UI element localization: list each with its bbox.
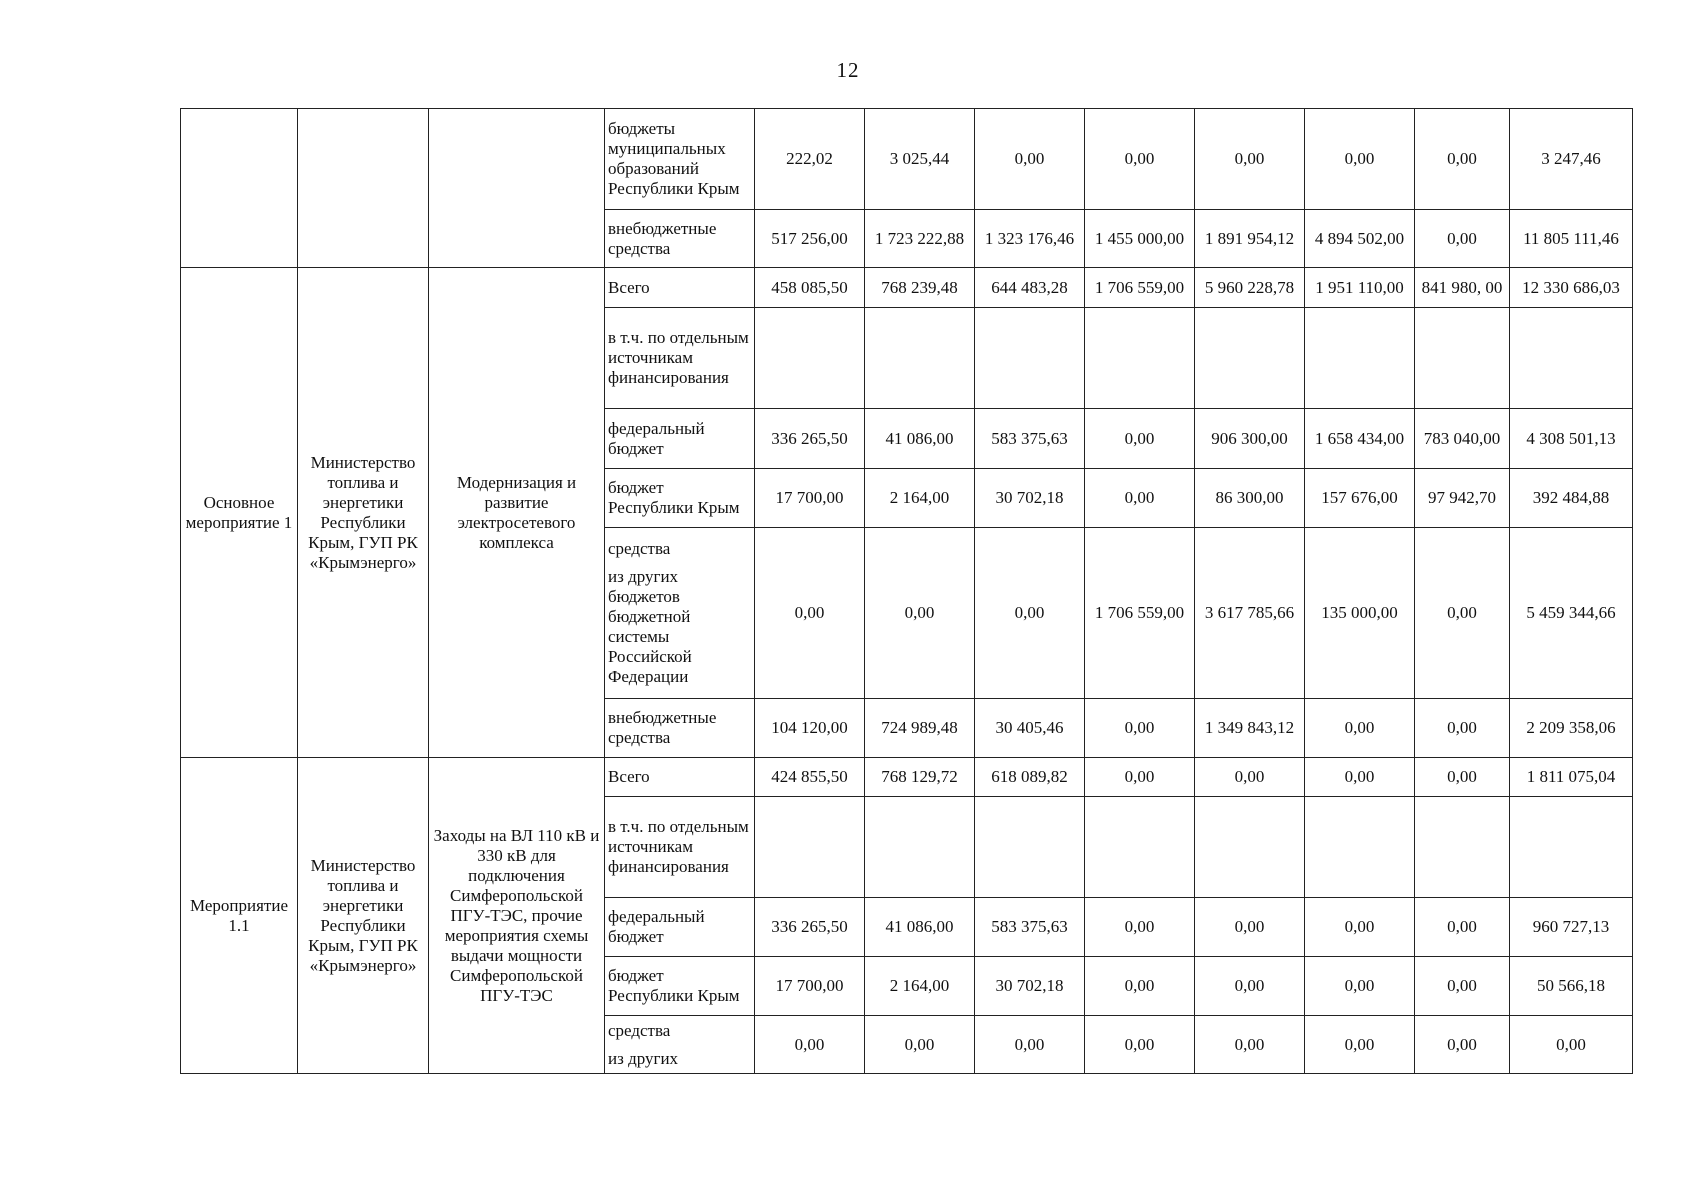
value-cell: 0,00 <box>1195 898 1305 957</box>
value-cell: 86 300,00 <box>1195 469 1305 528</box>
value-cell: 41 086,00 <box>865 898 975 957</box>
value-cell: 0,00 <box>865 528 975 699</box>
value-cell: 0,00 <box>1305 699 1415 758</box>
total-cell: 960 727,13 <box>1510 898 1633 957</box>
value-cell <box>1415 308 1510 409</box>
value-cell: 3 025,44 <box>865 109 975 210</box>
value-cell: 0,00 <box>1195 957 1305 1016</box>
value-cell: 0,00 <box>1415 758 1510 797</box>
executor-cell: Министерство топлива и энергетики Республики Крым, ГУП РК «Крымэнерго» <box>298 758 429 1074</box>
value-cell: 0,00 <box>1085 957 1195 1016</box>
funding-source-label: бюджет Республики Крым <box>605 469 755 528</box>
funding-source-label: внебюджетные средства <box>605 210 755 268</box>
value-cell: 0,00 <box>1085 409 1195 469</box>
funding-source-label: в т.ч. по отдельным источникам финансирования <box>605 797 755 898</box>
value-cell: 17 700,00 <box>755 957 865 1016</box>
value-cell: 724 989,48 <box>865 699 975 758</box>
value-cell: 30 702,18 <box>975 469 1085 528</box>
total-cell <box>1510 797 1633 898</box>
total-cell: 1 811 075,04 <box>1510 758 1633 797</box>
value-cell: 0,00 <box>1415 210 1510 268</box>
value-cell: 2 164,00 <box>865 957 975 1016</box>
value-cell: 0,00 <box>755 528 865 699</box>
value-cell <box>975 797 1085 898</box>
value-cell: 4 894 502,00 <box>1305 210 1415 268</box>
value-cell: 0,00 <box>975 1016 1085 1074</box>
value-cell: 2 164,00 <box>865 469 975 528</box>
funding-source-label: федеральный бюджет <box>605 898 755 957</box>
funding-source-label: Всего <box>605 758 755 797</box>
total-cell: 4 308 501,13 <box>1510 409 1633 469</box>
value-cell: 0,00 <box>1195 758 1305 797</box>
value-cell: 157 676,00 <box>1305 469 1415 528</box>
event-name-cell: Заходы на ВЛ 110 кВ и 330 кВ для подключения Симферопольской ПГУ-ТЭС, прочие мероприятия схемы выдачи мощности Симферопольской ПГУ-ТЭС <box>429 758 605 1074</box>
value-cell: 583 375,63 <box>975 409 1085 469</box>
value-cell: 1 891 954,12 <box>1195 210 1305 268</box>
event-name-cell <box>429 109 605 268</box>
value-cell: 0,00 <box>1305 758 1415 797</box>
total-cell: 3 247,46 <box>1510 109 1633 210</box>
value-cell: 41 086,00 <box>865 409 975 469</box>
funding-source-label: бюджеты муниципальных образований Республики Крым <box>605 109 755 210</box>
total-cell: 5 459 344,66 <box>1510 528 1633 699</box>
event-name-cell: Модернизация и развитие электросетевого комплекса <box>429 268 605 758</box>
funding-source-label <box>605 1016 755 1074</box>
value-cell: 0,00 <box>1415 1016 1510 1074</box>
value-cell: 30 702,18 <box>975 957 1085 1016</box>
value-cell: 104 120,00 <box>755 699 865 758</box>
value-cell: 0,00 <box>975 528 1085 699</box>
value-cell: 0,00 <box>1415 957 1510 1016</box>
value-cell: 0,00 <box>1415 898 1510 957</box>
event-label-cell: Мероприятие 1.1 <box>181 758 298 1074</box>
value-cell: 0,00 <box>1195 109 1305 210</box>
value-cell: 644 483,28 <box>975 268 1085 308</box>
table-row <box>181 758 1633 797</box>
funding-source-top: средства <box>608 539 671 558</box>
value-cell: 841 980, 00 <box>1415 268 1510 308</box>
value-cell: 424 855,50 <box>755 758 865 797</box>
value-cell: 0,00 <box>1415 109 1510 210</box>
funding-source-label <box>605 528 755 699</box>
value-cell <box>975 308 1085 409</box>
value-cell <box>1085 797 1195 898</box>
value-cell: 0,00 <box>1195 1016 1305 1074</box>
value-cell: 336 265,50 <box>755 409 865 469</box>
value-cell: 783 040,00 <box>1415 409 1510 469</box>
funding-source-rest: из других <box>608 1048 679 1068</box>
funding-source-label: федеральный бюджет <box>605 409 755 469</box>
value-cell: 1 349 843,12 <box>1195 699 1305 758</box>
value-cell <box>1195 797 1305 898</box>
value-cell: 1 706 559,00 <box>1085 268 1195 308</box>
funding-source-label: в т.ч. по отдельным источникам финансирования <box>605 308 755 409</box>
value-cell: 1 951 110,00 <box>1305 268 1415 308</box>
value-cell: 0,00 <box>1305 1016 1415 1074</box>
value-cell: 3 617 785,66 <box>1195 528 1305 699</box>
value-cell: 768 239,48 <box>865 268 975 308</box>
value-cell: 135 000,00 <box>1305 528 1415 699</box>
executor-cell: Министерство топлива и энергетики Республики Крым, ГУП РК «Крымэнерго» <box>298 268 429 758</box>
total-cell <box>1510 308 1633 409</box>
table-row <box>181 268 1633 308</box>
value-cell: 1 723 222,88 <box>865 210 975 268</box>
value-cell: 0,00 <box>1085 1016 1195 1074</box>
value-cell <box>1305 797 1415 898</box>
event-label-cell <box>181 109 298 268</box>
funding-source-rest: из других бюджетов бюджетной системы Российской Федерации <box>608 567 692 686</box>
value-cell: 17 700,00 <box>755 469 865 528</box>
value-cell: 336 265,50 <box>755 898 865 957</box>
value-cell <box>755 308 865 409</box>
value-cell: 0,00 <box>1085 699 1195 758</box>
value-cell: 0,00 <box>1305 898 1415 957</box>
value-cell: 1 323 176,46 <box>975 210 1085 268</box>
value-cell: 0,00 <box>755 1016 865 1074</box>
funding-source-label: внебюджетные средства <box>605 699 755 758</box>
value-cell: 1 706 559,00 <box>1085 528 1195 699</box>
value-cell: 0,00 <box>1305 109 1415 210</box>
total-cell: 2 209 358,06 <box>1510 699 1633 758</box>
value-cell: 906 300,00 <box>1195 409 1305 469</box>
value-cell: 0,00 <box>1415 528 1510 699</box>
value-cell: 0,00 <box>1085 469 1195 528</box>
value-cell: 0,00 <box>1305 957 1415 1016</box>
value-cell: 0,00 <box>1085 109 1195 210</box>
value-cell <box>1415 797 1510 898</box>
total-cell: 12 330 686,03 <box>1510 268 1633 308</box>
funding-source-top: средства <box>608 1020 671 1040</box>
value-cell: 1 455 000,00 <box>1085 210 1195 268</box>
value-cell <box>865 308 975 409</box>
value-cell <box>1305 308 1415 409</box>
value-cell: 618 089,82 <box>975 758 1085 797</box>
funding-source-label: Всего <box>605 268 755 308</box>
value-cell: 517 256,00 <box>755 210 865 268</box>
value-cell <box>1085 308 1195 409</box>
funding-source-label: бюджет Республики Крым <box>605 957 755 1016</box>
value-cell <box>865 797 975 898</box>
table-row <box>181 109 1633 210</box>
value-cell: 0,00 <box>865 1016 975 1074</box>
event-label-cell: Основное мероприятие 1 <box>181 268 298 758</box>
value-cell: 583 375,63 <box>975 898 1085 957</box>
value-cell: 768 129,72 <box>865 758 975 797</box>
financing-table <box>180 108 1633 1074</box>
executor-cell <box>298 109 429 268</box>
value-cell: 1 658 434,00 <box>1305 409 1415 469</box>
value-cell <box>1195 308 1305 409</box>
total-cell: 0,00 <box>1510 1016 1633 1074</box>
total-cell: 50 566,18 <box>1510 957 1633 1016</box>
value-cell <box>755 797 865 898</box>
value-cell: 30 405,46 <box>975 699 1085 758</box>
value-cell: 5 960 228,78 <box>1195 268 1305 308</box>
value-cell: 0,00 <box>1415 699 1510 758</box>
value-cell: 0,00 <box>1085 898 1195 957</box>
value-cell: 222,02 <box>755 109 865 210</box>
value-cell: 0,00 <box>1085 758 1195 797</box>
value-cell: 0,00 <box>975 109 1085 210</box>
total-cell: 11 805 111,46 <box>1510 210 1633 268</box>
total-cell: 392 484,88 <box>1510 469 1633 528</box>
value-cell: 97 942,70 <box>1415 469 1510 528</box>
page-number: 12 <box>836 58 860 82</box>
value-cell: 458 085,50 <box>755 268 865 308</box>
